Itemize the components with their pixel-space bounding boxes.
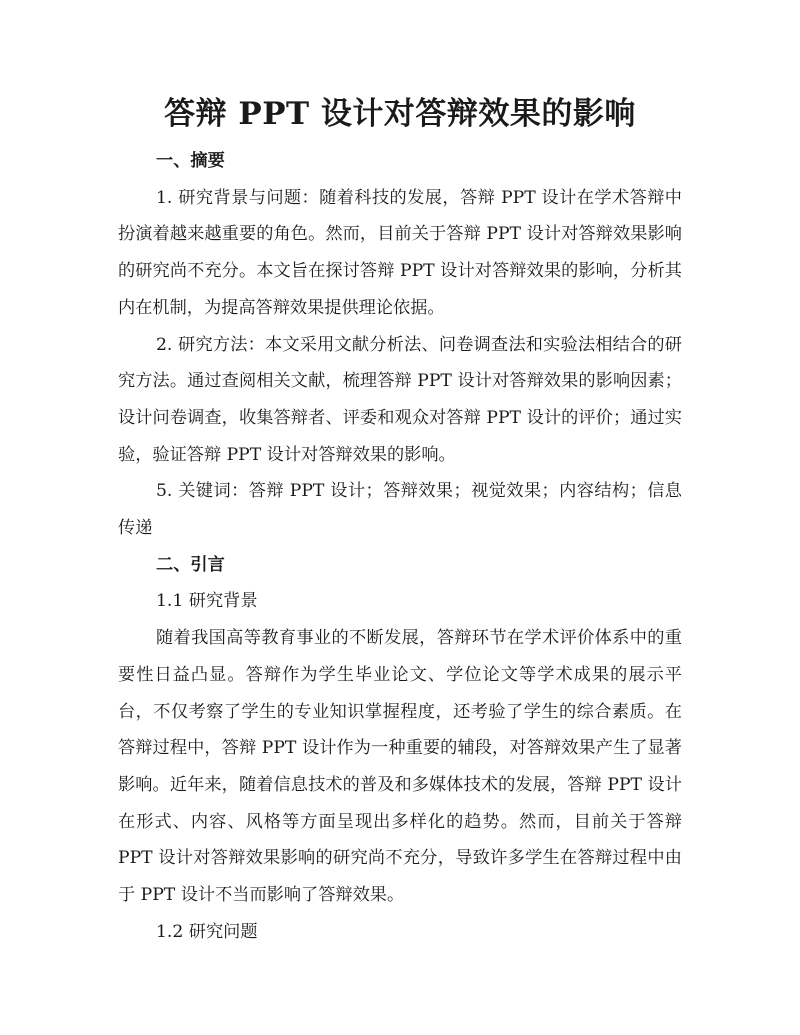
paragraph-introduction-background: 随着我国高等教育事业的不断发展，答辩环节在学术评价体系中的重要性日益凸显。答辩作为学生毕业论文、学位论文等学术成果的展示平台，不仅考察了学生的专业知识掌握程度，还考验了学生的综合素质。在答辩过程中，答辩 PPT 设计作为一种重要的辅段，对答辩效果产生了显著影响。近年来，随着信息技术的普及和多媒体技术的发展，答辩 PPT 设计在形式、内容、风格等方面呈现出多样化的趋势。然而，目前关于答辩 PPT 设计对答辩效果影响的研究尚不充分，导致许多学生在答辩过程中由于 PPT 设计不当而影响了答辩效果。 — [118, 628, 682, 906]
section-heading-introduction: 二、引言 — [156, 554, 225, 575]
subheading-research-background: 1.1 研究背景 — [156, 591, 258, 612]
paragraph-background-problem: 1. 研究背景与问题：随着科技的发展，答辩 PPT 设计在学术答辩中扮演着越来越重要的角色。然而，目前关于答辩 PPT 设计对答辩效果影响的研究尚不充分。本文旨在探讨答辩 PPT 设计对答辩效果的影响，分析其内在机制，为提高答辩效果提供理论依据。 — [118, 187, 682, 318]
document-body — [118, 143, 682, 950]
section-heading-abstract: 一、摘要 — [156, 151, 225, 171]
paragraph-keywords: 5. 关键词：答辩 PPT 设计；答辩效果；视觉效果；内容结构；信息传递 — [118, 481, 682, 539]
document-title: 答辩 PPT 设计对答辩效果的影响 — [164, 96, 636, 132]
subheading-research-questions: 1.2 研究问题 — [156, 921, 258, 942]
paragraph-research-method: 2. 研究方法：本文采用文献分析法、问卷调查法和实验法相结合的研究方法。通过查阅相关文献，梳理答辩 PPT 设计对答辩效果的影响因素；设计问卷调查，收集答辩者、评委和观众对答辩 PPT 设计的评价；通过实验，验证答辩 PPT 设计对答辩效果的影响。 — [118, 334, 682, 465]
